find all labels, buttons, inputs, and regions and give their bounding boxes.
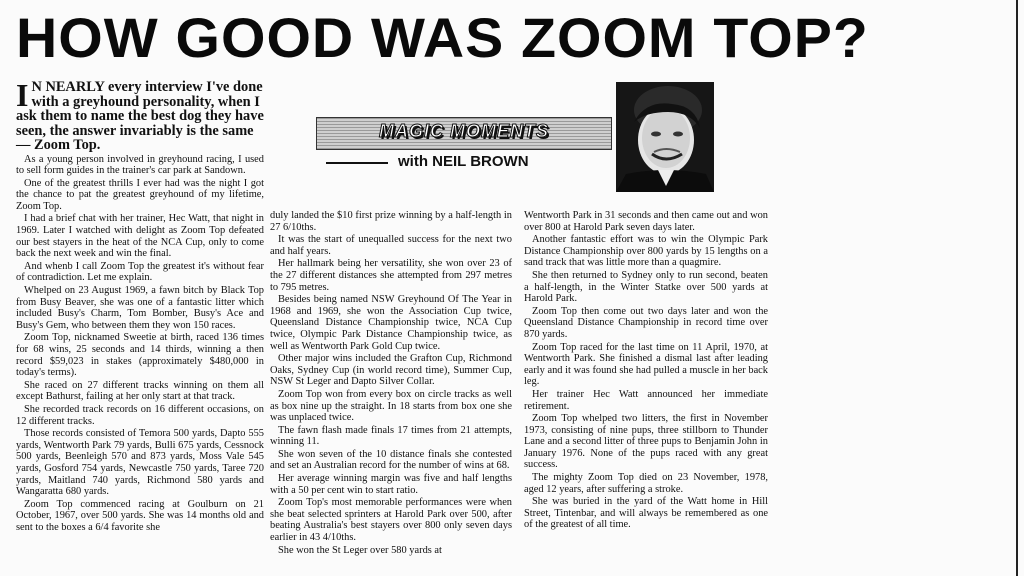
paragraph: One of the greatest thrills I ever had was the night I got the chance to pat the greatest greyhound of my lifetime, Zoom Top. [16, 177, 264, 212]
paragraph: duly landed the $10 first prize winning by a half-length in 27 6/10ths. [270, 210, 512, 233]
paragraph: Other major wins included the Grafton Cup, Richmond Oaks, Sydney Cup (in world record time), Summer Cup, NSW St Leger and Dapto Silver Collar. [270, 353, 512, 388]
paragraph: She won the St Leger over 580 yards at [278, 544, 442, 556]
paragraph: As a young person involved in greyhound racing, I used to sell form guides in the trainer's car park at Sandown. [16, 153, 264, 177]
lead-text: N NEARLY every interview I've done with a greyhound personality, when I ask them to name the best dog they have seen, the answer invariably is the same — Zoom Top. [16, 79, 264, 153]
paragraph: She then returned to Sydney only to run second, beaten a half-length, in the Winter Statke over 500 yards at Harold Park. [524, 269, 768, 305]
paragraph: She recorded track records on 16 different occasions, on 12 different tracks. [16, 403, 264, 427]
portrait-icon [616, 82, 714, 192]
paragraph: Zoom Top's most memorable performances were when she beat selected sprinters at Harold Park over 500, after beating Australia's best stayers over 800 only seven days earlier in 43 4/10ths. [270, 497, 512, 544]
paragraph: Zoom Top whelped two litters, the first in November 1973, consisting of nine pups, three stillborn to Thunder Lane and a second litter of three pups to Benjamin John in January 1976. None of the pups raced with any great success. [524, 413, 768, 471]
headline: HOW GOOD WAS ZOOM TOP? [16, 6, 869, 69]
article-column-1 [16, 77, 264, 534]
paragraph: Zoom Top raced for the last time on 11 April, 1970, at Wentworth Park. She finished a dismal last after leading early and it was found she had pulled a muscle in her back leg. [524, 341, 768, 388]
paragraph: Zoom Top, nicknamed Sweetie at birth, raced 136 times for 68 wins, 25 seconds and 14 thirds, winning a then record $59,023 in stakes (approximately $480,000 in today's terms). [16, 332, 264, 379]
paragraph: I had a brief chat with her trainer, Hec Watt, that night in 1969. Later I watched with delight as Zoom Top defeated our best stayers in the heat of the NCA Cup, only to come back the next week and win the final. [16, 213, 264, 260]
paragraph: Her average winning margin was five and half lengths with a 50 per cent win to start ratio. [270, 473, 512, 496]
paragraph: Those records consisted of Temora 500 yards, Dapto 555 yards, Wentworth Park 79 yards, Bulli 675 yards, Cessnock 500 yards, Beenleigh 570 and 873 yards, Moss Vale 545 yards, Gosford 754 yards, Newcastle 750 yards, Taree 720 yards, Maitland 740 yards, Richmond 580 yards and Wangaratta 680 yards. [16, 428, 264, 498]
article-column-3 [524, 209, 768, 531]
paragraph: Her trainer Hec Watt announced her immediate retirement. [524, 388, 768, 412]
paragraph: Another fantastic effort was to win the Olympic Park Distance Championship over 800 yards by 15 lengths on a sand track that was little more than a quagmire. [524, 234, 768, 269]
lead-paragraph [16, 77, 264, 153]
byline-text: with NEIL BROWN [398, 153, 529, 170]
paragraph: Zoom Top then come out two days later and won the Queensland Distance Championship in record time over 870 yards. [524, 305, 768, 340]
paragraph: It was the start of unequalled success for the next two and half years. [270, 234, 512, 257]
paragraph: And whenb I call Zoom Top the greatest it's without fear of contradiction. Let me explain. [16, 260, 264, 284]
paragraph: The fawn flash made finals 17 times from 21 attempts, winning 11. [270, 424, 512, 448]
byline-rule [326, 162, 388, 164]
paragraph: She was buried in the yard of the Watt home in Hill Street, Tintenbar, and will always be remembered as one of the greatest of all time. [524, 496, 768, 531]
banner-title: MAGIC MOMENTS [379, 121, 549, 141]
paragraph: Besides being named NSW Greyhound Of The Year in 1968 and 1969, she won the Association Cup twice, Queensland Distance Championship twice, NCA Cup twice, Olympic Park Distance Championship twice, as well as Wentworth Park Gold Cup twice. [270, 294, 512, 352]
paragraph: Whelped on 23 August 1969, a fawn bitch by Black Top from Busy Beaver, she was one of a fantastic litter which included Busy's Charm, Tom Bomber, Busy's Ace and Busy's Gem, who between them they won 150 races. [16, 285, 264, 331]
paragraph: She raced on 27 different tracks winning on them all except Bathurst, failing at her only start at that track. [16, 379, 264, 403]
author-portrait-photo [616, 82, 714, 192]
paragraph: Zoom Top commenced racing at Goulburn on 21 October, 1967, over 500 yards. She was 14 months old and sent to the boxes a 6/4 favorite she [16, 498, 264, 533]
paragraph: The mighty Zoom Top died on 23 November, 1978, aged 12 years, after suffering a stroke. [524, 472, 768, 495]
byline [326, 152, 616, 174]
paragraph: Zoom Top won from every box on circle tracks as well as box nine up the straight. In 18 starts from box one she was unplaced twice. [270, 388, 512, 424]
paragraph: She won seven of the 10 distance finals she contested and set an Australian record for the number of wins at 68. [270, 448, 512, 472]
paragraph: Wentworth Park in 31 seconds and then came out and won over 800 at Harold Park seven days later. [524, 210, 768, 233]
magic-moments-banner [316, 117, 612, 150]
article-column-2 [270, 209, 512, 556]
drop-cap: I [16, 77, 29, 113]
page-edge-rule [1016, 0, 1018, 576]
paragraph: Her hallmark being her versatility, she won over 23 of the 27 different distances she attempted from 297 metres to 795 metres. [270, 258, 512, 293]
